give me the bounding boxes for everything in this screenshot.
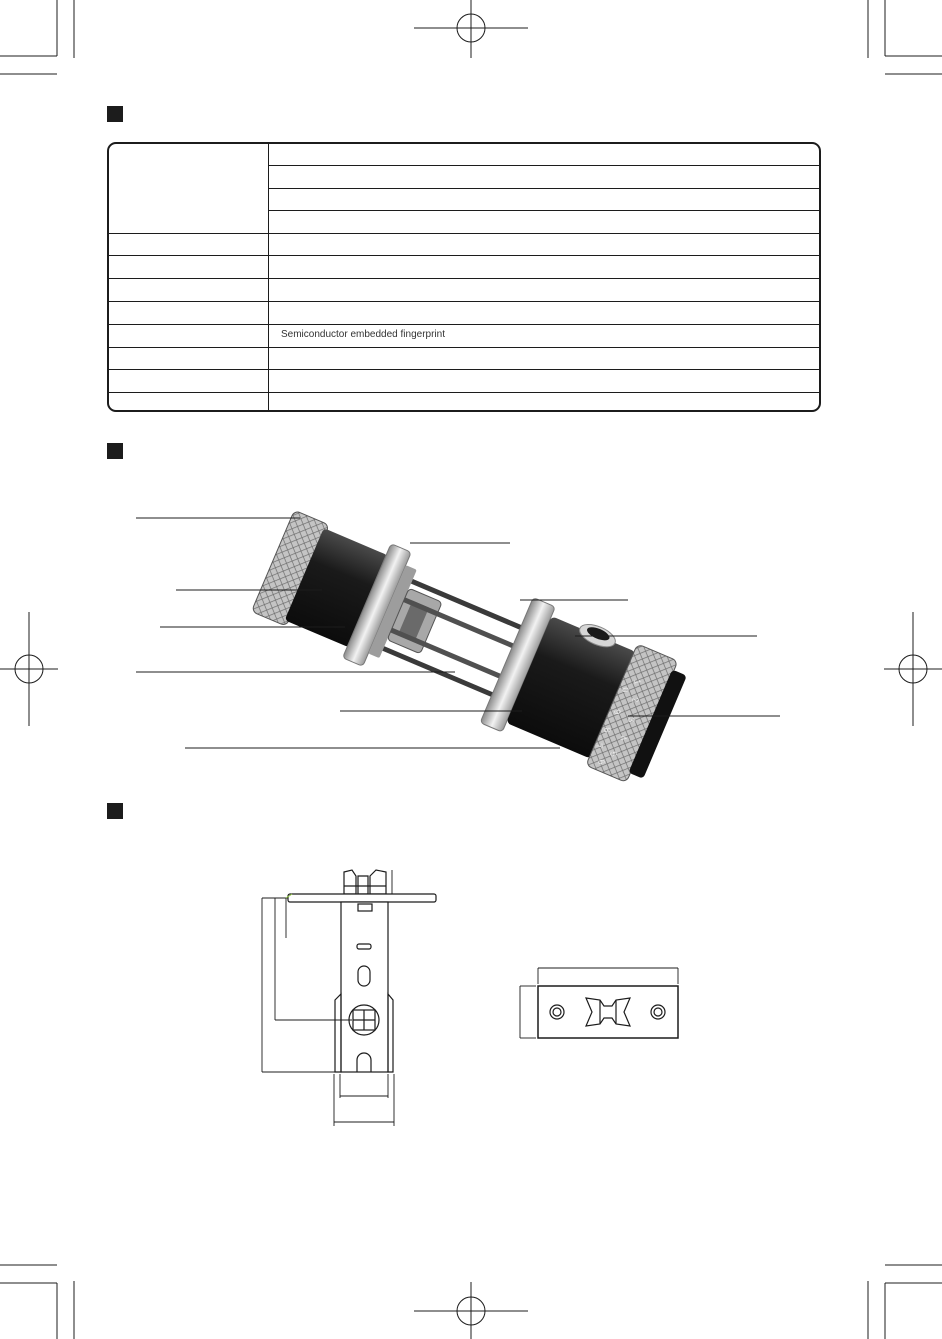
keypad-digit: 0: [620, 686, 631, 694]
keypad-digit: 5: [608, 750, 619, 758]
latch-face-plate: [288, 894, 436, 902]
keypad-digit: 1: [632, 678, 643, 686]
latch-body: [341, 902, 388, 1072]
latch-side-flange: [335, 994, 341, 1072]
latch-side-flange: [388, 994, 393, 1072]
keypad-digit: 6: [596, 758, 607, 766]
latch-bolt-head: [344, 870, 386, 894]
keypad-digit: 7: [594, 742, 605, 750]
keypad-digit: 8: [602, 726, 613, 734]
keypad-digit: 4: [618, 734, 629, 742]
keypad-digit: 3: [626, 716, 637, 724]
keypad-digit: 2: [630, 696, 641, 704]
fingerprint-type-value: Semiconductor embedded fingerprint: [281, 329, 445, 340]
keypad-digit: 9: [612, 708, 623, 716]
